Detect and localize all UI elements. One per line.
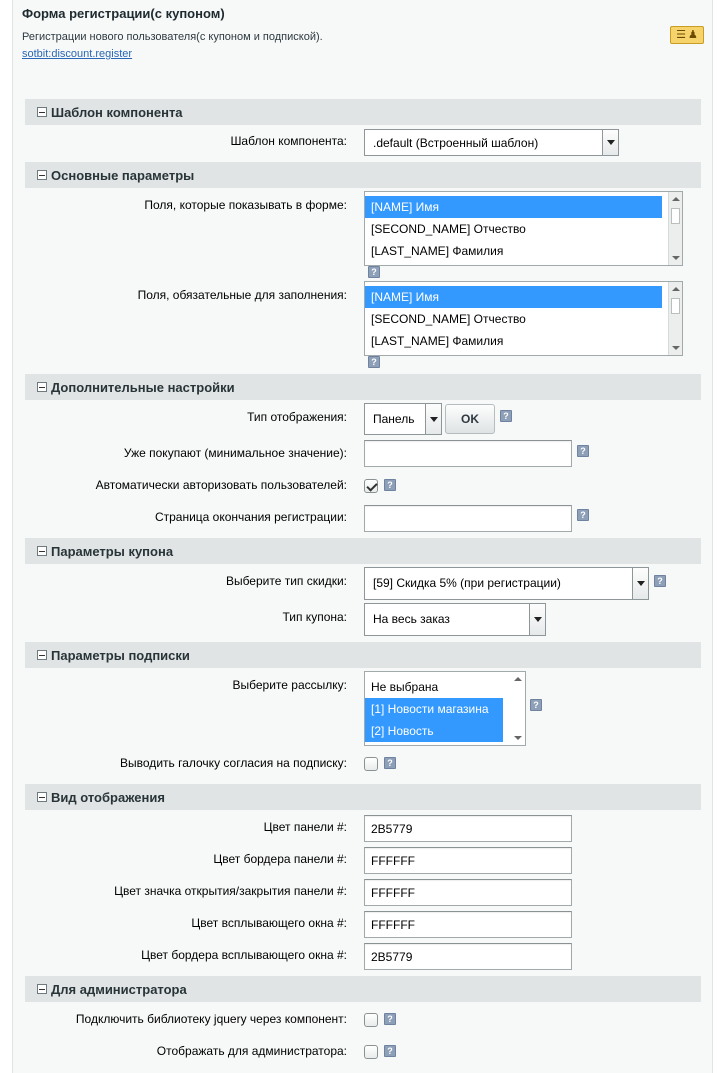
consent-label: Выводить галочку согласия на подписку: — [120, 756, 347, 770]
finish-page-label: Страница окончания регистрации: — [154, 510, 347, 524]
show-admin-checkbox[interactable] — [364, 1045, 378, 1059]
collapse-icon[interactable] — [37, 650, 47, 660]
required-fields-label: Поля, обязательные для заполнения: — [137, 288, 347, 302]
template-select-value: .default (Встроенный шаблон) — [373, 136, 539, 150]
collapse-icon[interactable] — [37, 382, 47, 392]
chevron-down-icon — [529, 604, 545, 635]
auto-auth-checkbox[interactable] — [364, 479, 378, 493]
component-code-link[interactable]: sotbit:discount.register — [22, 48, 133, 60]
required-fields-listbox[interactable] — [364, 281, 683, 356]
discount-type-select[interactable] — [364, 567, 649, 600]
panel-border-input[interactable]: FFFFFF — [364, 847, 572, 874]
display-type-value: Панель — [373, 412, 415, 426]
collapse-icon[interactable] — [37, 792, 47, 802]
section-title: Параметры купона — [51, 543, 174, 559]
mailing-label: Выберите рассылку: — [232, 678, 347, 692]
collapse-icon[interactable] — [37, 546, 47, 556]
collapse-icon[interactable] — [37, 984, 47, 994]
collapse-icon[interactable] — [37, 107, 47, 117]
ok-button[interactable]: OK — [445, 404, 495, 434]
template-label: Шаблон компонента: — [230, 134, 347, 148]
section-title: Параметры подписки — [51, 647, 190, 663]
list-item[interactable]: [NAME] Имя — [365, 286, 662, 308]
help-icon[interactable]: ? — [368, 356, 380, 368]
section-subscription[interactable] — [25, 642, 701, 668]
help-icon[interactable]: ? — [384, 757, 396, 769]
section-template[interactable] — [25, 99, 701, 125]
list-icon: ☰ — [676, 28, 686, 41]
coupon-type-label: Тип купона: — [282, 610, 347, 624]
list-item[interactable]: Не выбрана — [371, 680, 439, 694]
popup-color-label: Цвет всплывающего окна #: — [191, 916, 347, 930]
panel-color-input[interactable]: 2B5779 — [364, 815, 572, 842]
coupon-type-value: На весь заказ — [373, 612, 450, 626]
panel-border-label: Цвет бордера панели #: — [213, 852, 347, 866]
section-title: Для администратора — [51, 981, 187, 997]
toggle-icon-color-input[interactable]: FFFFFF — [364, 879, 572, 906]
section-title: Вид отображения — [51, 789, 165, 805]
section-title: Шаблон компонента — [51, 104, 183, 120]
list-item[interactable]: [LAST_NAME] Фамилия — [371, 244, 504, 258]
panel-color-label: Цвет панели #: — [263, 820, 347, 834]
help-icon[interactable]: ? — [500, 410, 512, 422]
chevron-down-icon — [632, 568, 648, 599]
min-buyers-input[interactable] — [364, 440, 572, 467]
help-icon[interactable]: ? — [384, 1045, 396, 1057]
help-icon[interactable]: ? — [384, 479, 396, 491]
coupon-type-select[interactable] — [364, 603, 546, 636]
component-title: Форма регистрации(с купоном) — [22, 6, 225, 21]
auto-auth-label: Автоматически авторизовать пользователей: — [95, 478, 347, 492]
chevron-down-icon — [425, 404, 441, 434]
display-type-label: Тип отображения: — [247, 410, 347, 424]
section-title: Основные параметры — [51, 167, 195, 183]
list-item[interactable]: [1] Новости магазина — [365, 698, 503, 720]
chevron-down-icon — [602, 130, 618, 155]
section-admin[interactable] — [25, 976, 701, 1002]
help-icon[interactable]: ? — [384, 1013, 396, 1025]
template-select[interactable] — [364, 129, 619, 156]
help-icon[interactable]: ? — [577, 509, 589, 521]
section-view[interactable] — [25, 784, 701, 810]
list-item[interactable]: [SECOND_NAME] Отчество — [371, 222, 526, 236]
user-icon: ♟ — [688, 28, 698, 41]
list-item[interactable]: [LAST_NAME] Фамилия — [371, 334, 504, 348]
finish-page-input[interactable] — [364, 505, 572, 532]
show-fields-label: Поля, которые показывать в форме: — [144, 198, 347, 212]
section-title: Дополнительные настройки — [51, 379, 235, 395]
help-icon[interactable]: ? — [530, 699, 542, 711]
section-coupon[interactable] — [25, 538, 701, 564]
popup-border-input[interactable]: 2B5779 — [364, 943, 572, 970]
section-extra[interactable] — [25, 374, 701, 400]
show-admin-label: Отображать для администратора: — [156, 1044, 347, 1058]
admin-edit-icon[interactable] — [670, 26, 704, 44]
list-item[interactable]: [NAME] Имя — [365, 196, 662, 218]
component-description: Регистрации нового пользователя(с купоном и подпиской). — [22, 31, 323, 43]
mailing-listbox[interactable] — [364, 671, 526, 746]
display-type-select[interactable] — [364, 403, 442, 435]
component-header — [22, 6, 702, 60]
section-main[interactable] — [25, 162, 701, 188]
help-icon[interactable]: ? — [368, 266, 380, 278]
scrollbar[interactable] — [668, 282, 682, 355]
discount-type-value: [59] Скидка 5% (при регистрации) — [373, 576, 561, 590]
discount-type-label: Выберите тип скидки: — [225, 574, 347, 588]
show-fields-listbox[interactable] — [364, 191, 683, 266]
help-icon[interactable]: ? — [577, 445, 589, 457]
jquery-label: Подключить библиотеку jquery через компонент: — [75, 1012, 347, 1026]
collapse-icon[interactable] — [37, 170, 47, 180]
scrollbar[interactable] — [668, 192, 682, 265]
popup-color-input[interactable]: FFFFFF — [364, 911, 572, 938]
scrollbar[interactable] — [511, 672, 525, 745]
popup-border-label: Цвет бордера всплывающего окна #: — [141, 948, 347, 962]
help-icon[interactable]: ? — [654, 575, 666, 587]
jquery-checkbox[interactable] — [364, 1013, 378, 1027]
toggle-icon-color-label: Цвет значка открытия/закрытия панели #: — [114, 884, 347, 898]
list-item[interactable]: [2] Новость — [365, 720, 503, 742]
list-item[interactable]: [SECOND_NAME] Отчество — [371, 312, 526, 326]
component-settings-frame — [12, 0, 713, 1073]
consent-checkbox[interactable] — [364, 757, 378, 771]
min-buyers-label: Уже покупают (минимальное значение): — [123, 446, 347, 460]
